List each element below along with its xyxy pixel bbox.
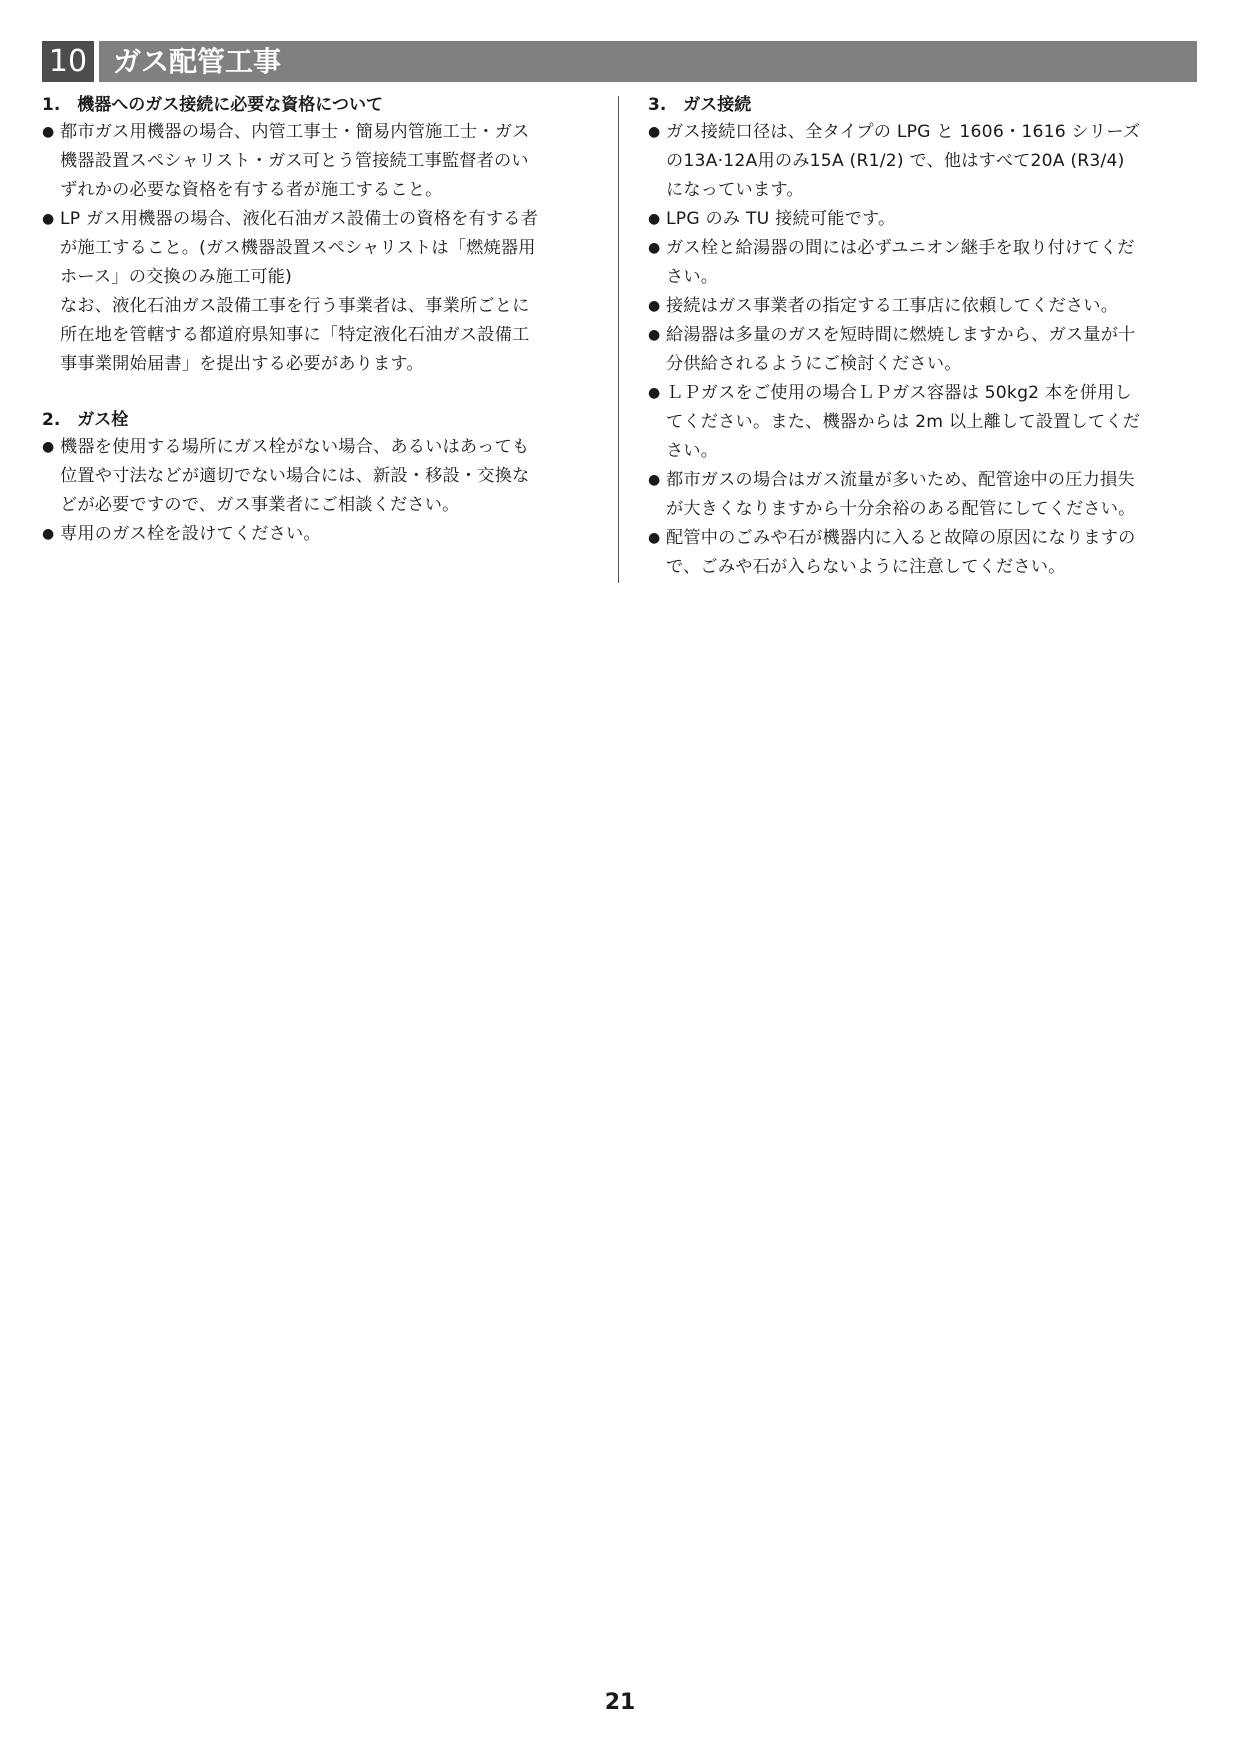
bullet-icon: ●: [648, 385, 661, 401]
section-spacer: [42, 379, 590, 407]
left-column: [42, 92, 590, 549]
bullet-icon: ●: [42, 124, 55, 140]
list-item: [42, 433, 590, 520]
list-item: [42, 205, 590, 292]
subsection-title-gas-valve: 2. ガス栓: [42, 410, 129, 430]
list-item-text: 配管中のごみや石が機器内に入ると故障の原因になりますの で、ごみや石が入らないように注意してください。: [666, 528, 1136, 577]
bullet-icon: ●: [648, 298, 661, 314]
section-title: ガス配管工事: [99, 41, 1197, 82]
bullet-icon: ●: [42, 439, 55, 455]
list-item: [648, 205, 1200, 234]
list-item-text: 都市ガス用機器の場合、内管工事士・簡易内管施工士・ガス 機器設置スペシャリスト・ガス可とう管接続工事監督者のい ずれかの必要な資格を有する者が施工すること。: [60, 122, 530, 200]
list-item-text: 都市ガスの場合はガス流量が多いため、配管途中の圧力損失 が大きくなりますから十分余裕のある配管にしてください。: [666, 470, 1136, 519]
list-item: [648, 234, 1200, 292]
list-item-text: 接続はガス事業者の指定する工事店に依頼してください。: [666, 296, 1119, 316]
bullet-icon: ●: [648, 240, 661, 256]
section-header: [42, 41, 1197, 82]
list-item: [648, 466, 1200, 524]
bullet-icon: ●: [648, 472, 661, 488]
section-number: 10: [42, 41, 94, 82]
list-item: [42, 118, 590, 205]
bullet-icon: ●: [648, 327, 661, 343]
bullet-icon: ●: [648, 530, 661, 546]
bullet-icon: ●: [42, 526, 55, 542]
bullet-icon: ●: [648, 124, 661, 140]
list-item-text: 機器を使用する場所にガス栓がない場合、あるいはあっても 位置や寸法などが適切でない場合には、新設・移設・交換な どが必要ですので、ガス事業者にご相談ください。: [60, 437, 530, 515]
list-item: [648, 292, 1200, 321]
note-paragraph: なお、液化石油ガス設備工事を行う事業者は、事業所ごとに 所在地を管轄する都道府県知事に「特定液化石油ガス設備工 事事業開始届書」を提出する必要があります。: [60, 296, 530, 374]
list-item-text: ガス栓と給湯器の間には必ずユニオン継手を取り付けてくだ さい。: [666, 238, 1135, 287]
list-item-text: LP ガス用機器の場合、液化石油ガス設備士の資格を有する者 が施工すること。(ガス機器設置スペシャリストは「燃焼器用 ホース」の交換のみ施工可能): [60, 209, 539, 287]
subsection-title-gas-connection: 3. ガス接続: [648, 95, 752, 115]
right-column: [648, 92, 1200, 582]
bullet-icon: ●: [42, 211, 55, 227]
list-item-text: 給湯器は多量のガスを短時間に燃焼しますから、ガス量が十 分供給されるようにご検討ください。: [666, 325, 1136, 374]
list-item-text: LPG のみ TU 接続可能です。: [666, 209, 896, 229]
list-item-text: ガス接続口径は、全タイプの LPG と 1606・1616 シリーズ の13A·12A用のみ15A (R1/2) で、他はすべて20A (R3/4) になっています。: [666, 122, 1141, 200]
list-item: [648, 321, 1200, 379]
list-item: [42, 520, 590, 549]
list-item: [648, 379, 1200, 466]
list-item-text: 専用のガス栓を設けてください。: [60, 524, 321, 544]
subsection-title-qualifications: 1. 機器へのガス接続に必要な資格について: [42, 95, 383, 115]
list-item-text: ＬＰガスをご使用の場合ＬＰガス容器は 50kg2 本を併用し てください。また、機器からは 2m 以上離して設置してくだ さい。: [666, 383, 1141, 461]
column-divider: [618, 96, 619, 583]
list-item: [648, 118, 1200, 205]
list-item: [648, 524, 1200, 582]
page-number: 21: [604, 1690, 636, 1715]
bullet-icon: ●: [648, 211, 661, 227]
